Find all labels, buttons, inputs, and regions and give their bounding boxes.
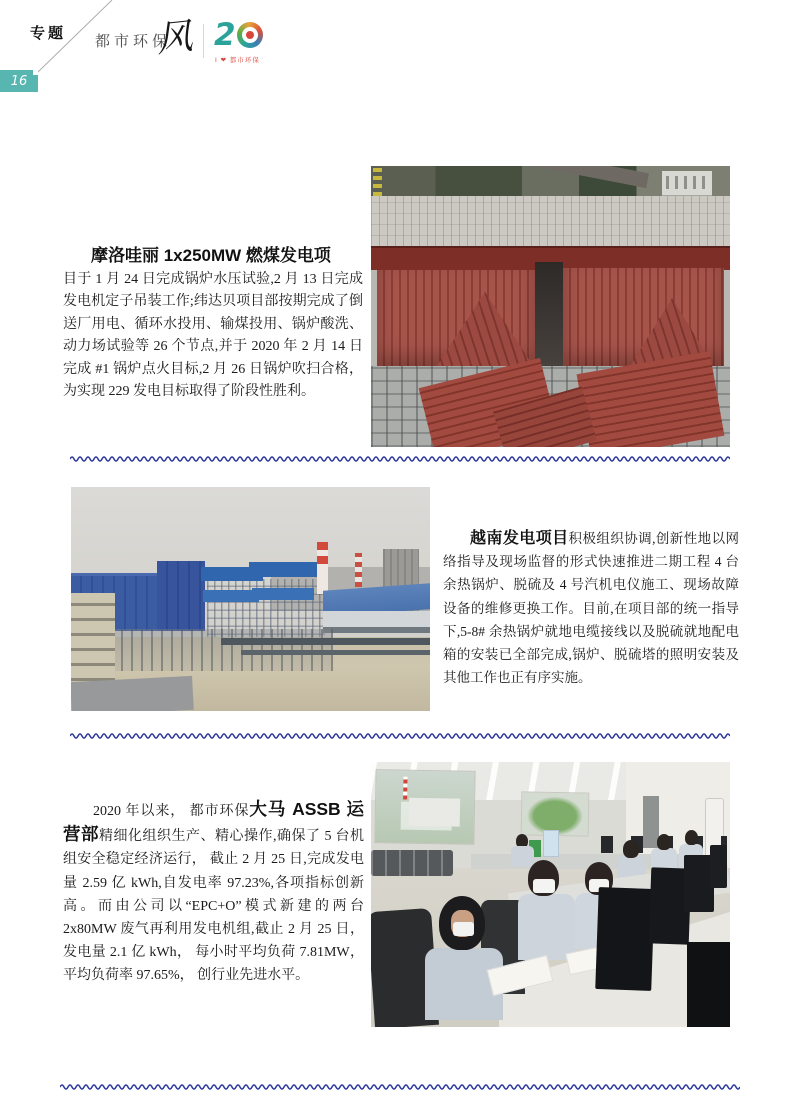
photo1-work-platform (371, 196, 730, 246)
photo3-poster-building (409, 798, 460, 826)
wavy-divider-1 (70, 454, 730, 464)
brand-name: 都市环保 (95, 34, 172, 50)
photo3-person7-body (511, 846, 534, 866)
photo2-small-chimney (355, 553, 362, 587)
photo3-person2-mask (533, 879, 555, 893)
anniversary-20-logo (214, 16, 263, 54)
article-malaysia-lead: 2020 年以来， 都市环保 (93, 804, 250, 819)
wavy-footer-rule (60, 1082, 740, 1092)
brand-calligraphy-mark: 风 (154, 16, 195, 60)
article-vietnam-body: 积极组织协调,创新性地以网络指导及现场监督的形式快速推进二期工程 4 台余热锅炉、脱硫及 4 号汽机电仪施工、现场故障设备的维修更换工作。目前,在项目部的统一指导下,5-8# 余热锅炉就地电缆接线以及脱硫就地配电箱的安装已全部完成,锅炉、脱硫塔的照明安装及其他工作也正有序实施。 (443, 531, 739, 686)
article-malaysia-title: 大马 ASSB 运营部 (63, 799, 364, 845)
photo3-waiting-bench (371, 850, 453, 876)
article-morocco-body: 目于 1 月 24 日完成锅炉水压试验,2 月 13 日完成发电机定子吊装工作;纬达贝项目部按期完成了倒送厂用电、循环水投用、输煤投用、锅炉酸洗、动力场试验等 26 个节点,并于 2020 年 2 月 14 日完成 #1 锅炉点火目标,2 月 26 日锅炉吹扫合格，为实现 229 发电目标取得了阶段性胜利。 (63, 272, 363, 400)
article-morocco-title: 摩洛哇丽 1x250MW 燃煤发电项 (91, 246, 331, 265)
anniversary-digit-2: 2 (214, 16, 236, 53)
photo2-canopy-3 (203, 590, 259, 602)
photo3-person5-head (657, 834, 671, 850)
photo2-canopy-4 (252, 588, 314, 600)
photo3-person4-head (623, 840, 639, 858)
photo3-plant-poster-left (374, 769, 475, 845)
section-label: 专题 (30, 25, 67, 42)
photo2-road (71, 676, 194, 711)
anniversary-tagline: I ❤ 都市环保 (215, 57, 260, 64)
article-morocco (63, 243, 363, 403)
photo2-blue-building-tall (157, 561, 205, 631)
photo2-pipe-2 (241, 650, 430, 655)
article-vietnam (443, 527, 739, 689)
photo2-beige-building (71, 593, 115, 681)
photo2-pipe-1 (221, 638, 430, 645)
article-malaysia-body: 精细化组织生产、精心操作,确保了 5 台机组安全稳定经济运行， 截止 2 月 25 日,完成发电量 2.59 亿 kWh,自发电率 97.23%,各项指标创新高。而由公司以“EPC+O”模式新建的两台 2x80MW 废气再利用发电机组,截止 2 月 25 日， 发电量 2.1 亿 kWh， 每小时平均负荷 7.81MW， 平均负荷率 97.65%， 创行业先进水平。 (63, 829, 364, 984)
photo3-water-cooler (543, 830, 559, 857)
photo3-monitor-1 (595, 887, 655, 991)
photo2-striped-chimney (317, 542, 328, 594)
article-vietnam-title: 越南发电项目 (470, 530, 569, 547)
photo-morocco-boiler-construction (371, 166, 730, 447)
page-number-box (0, 70, 38, 92)
photo1-white-building (662, 171, 712, 198)
photo-vietnam-plant (71, 487, 430, 711)
anniversary-ring-dot (246, 31, 254, 39)
photo3-person2-body (518, 894, 575, 960)
photo2-canopy-2 (249, 562, 325, 577)
anniversary-ring-icon (237, 22, 263, 48)
photo3-monitor-4 (710, 845, 727, 888)
photo3-person1-mask (453, 922, 474, 936)
page-number: 16 (10, 73, 28, 89)
header-divider (203, 24, 204, 58)
photo3-monitor-5 (687, 942, 730, 1027)
photo-control-room (371, 762, 730, 1027)
wavy-divider-2 (70, 731, 730, 741)
photo1-building-windows (666, 176, 708, 189)
photo3-poster-chimney (404, 776, 408, 799)
article-malaysia (63, 798, 364, 988)
photo2-warehouse-wall (323, 611, 430, 633)
photo3-person6-head (685, 830, 698, 845)
